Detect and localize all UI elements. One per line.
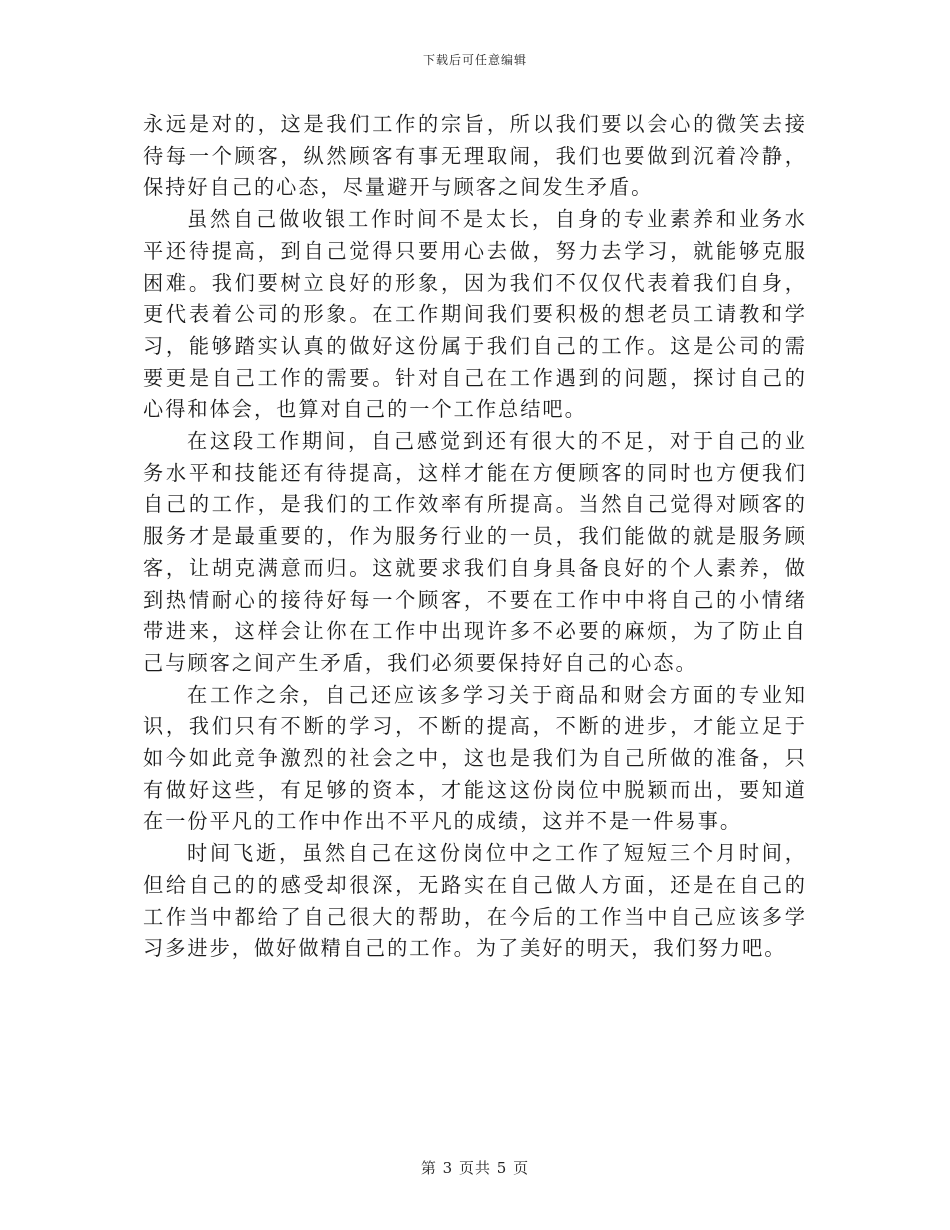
paragraph: 在这段工作期间，自己感觉到还有很大的不足，对于自己的业务水平和技能还有待提高，这样才能在方便顾客的同时也方便我们自己的工作，是我们的工作效率有所提高。当然自己觉得对顾客的服务才是最重要的，作为服务行业的一员，我们能做的就是服务顾客，让胡克满意而归。这就要求我们自身具备良好的个人素养，做到热情耐心的接待好每一个顾客，不要在工作中中将自己的小情绪带进来，这样会让你在工作中出现许多不必要的麻烦，为了防止自己与顾客之间产生矛盾，我们必须要保持好自己的心态。 — [143, 429, 807, 675]
page-header: 下载后可任意编辑 — [422, 53, 527, 67]
document-body — [143, 109, 807, 965]
paragraph: 虽然自己做收银工作时间不是太长，自身的专业素养和业务水平还待提高，到自己觉得只要用心去做，努力去学习，就能够克服困难。我们要树立良好的形象，因为我们不仅仅代表着我们自身，更代表着公司的形象。在工作期间我们要积极的想老员工请教和学习，能够踏实认真的做好这份属于我们自己的工作。这是公司的需要更是自己工作的需要。针对自己在工作遇到的问题，探讨自己的心得和体会，也算对自己的一个工作总结吧。 — [143, 207, 807, 422]
paragraph: 在工作之余，自己还应该多学习关于商品和财会方面的专业知识，我们只有不断的学习，不断的提高，不断的进步，才能立足于如今如此竞争激烈的社会之中，这也是我们为自己所做的准备，只有做好这些，有足够的资本，才能这这份岗位中脱颖而出，要知道在一份平凡的工作中作出不平凡的成绩，这并不是一件易事。 — [143, 682, 807, 834]
paragraph-continued: 永远是对的，这是我们工作的宗旨，所以我们要以会心的微笑去接待每一个顾客，纵然顾客有事无理取闹，我们也要做到沉着冷静，保持好自己的心态，尽量避开与顾客之间发生矛盾。 — [143, 112, 807, 200]
page-number-footer: 第 3 页共 5 页 — [420, 1159, 530, 1177]
paragraph: 时间飞逝，虽然自己在这份岗位中之工作了短短三个月时间，但给自己的的感受却很深，无路实在自己做人方面，还是在自己的工作当中都给了自己很大的帮助，在今后的工作当中自己应该多学习多进步，做好做精自己的工作。为了美好的明天，我们努力吧。 — [143, 841, 807, 961]
